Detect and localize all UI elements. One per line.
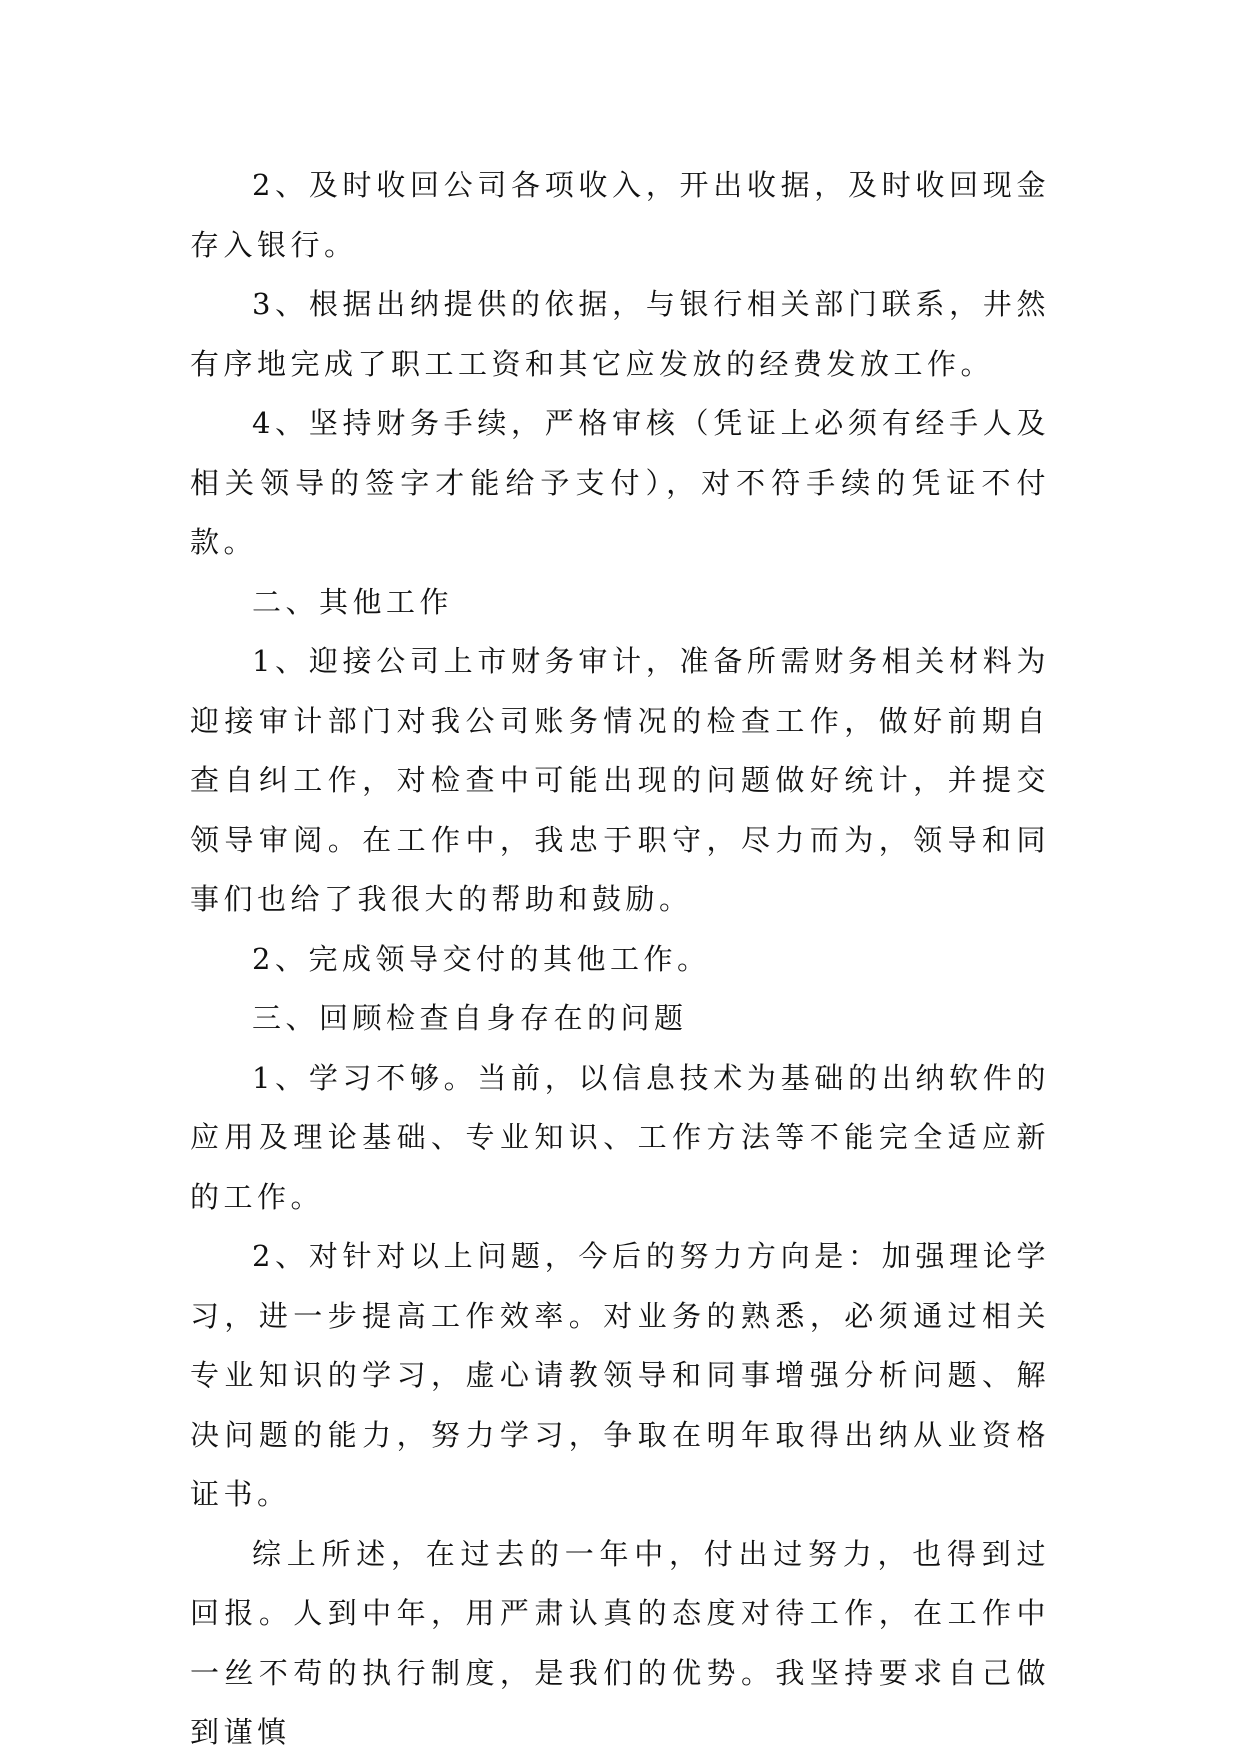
section-heading-other-work: 二、其他工作: [252, 584, 454, 619]
paragraph-summary: 综上所述，在过去的一年中，付出过努力，也得到过回报。人到中年，用严肃认真的态度对待工作，在工作中一丝不苟的执行制度，是我们的优势。我坚持要求自己做到谨慎: [190, 1536, 1050, 1749]
section-heading-review: 三、回顾检查自身存在的问题: [252, 1001, 688, 1035]
paragraph-review-1: 1、学习不够。当前，以信息技术为基础的出纳软件的应用及理论基础、专业知识、工作方法等不能完全适应新的工作。: [190, 1060, 1050, 1214]
document-body: [190, 156, 1050, 1763]
paragraph-item-3: 3、根据出纳提供的依据，与银行相关部门联系，井然有序地完成了职工工资和其它应发放的经费发放工作。: [190, 287, 1050, 381]
paragraph-review-2: 2、对针对以上问题，今后的努力方向是：加强理论学习，进一步提高工作效率。对业务的熟悉，必须通过相关专业知识的学习，虚心请教领导和同事增强分析问题、解决问题的能力，努力学习，争取在明年取得出纳从业资格证书。: [190, 1239, 1050, 1511]
paragraph-item-4: 4、坚持财务手续，严格审核（凭证上必须有经手人及相关领导的签字才能给予支付），对不符手续的凭证不付款。: [190, 406, 1050, 559]
paragraph-other-work-2: 2、完成领导交付的其他工作。: [252, 941, 711, 976]
paragraph-item-2: 2、及时收回公司各项收入，开出收据，及时收回现金存入银行。: [190, 168, 1050, 262]
paragraph-other-work-1: 1、迎接公司上市财务审计，准备所需财务相关材料为迎接审计部门对我公司账务情况的检查工作，做好前期自查自纠工作，对检查中可能出现的问题做好统计，并提交领导审阅。在工作中，我忠于职守，尽力而为，领导和同事们也给了我很大的帮助和鼓励。: [190, 644, 1050, 916]
